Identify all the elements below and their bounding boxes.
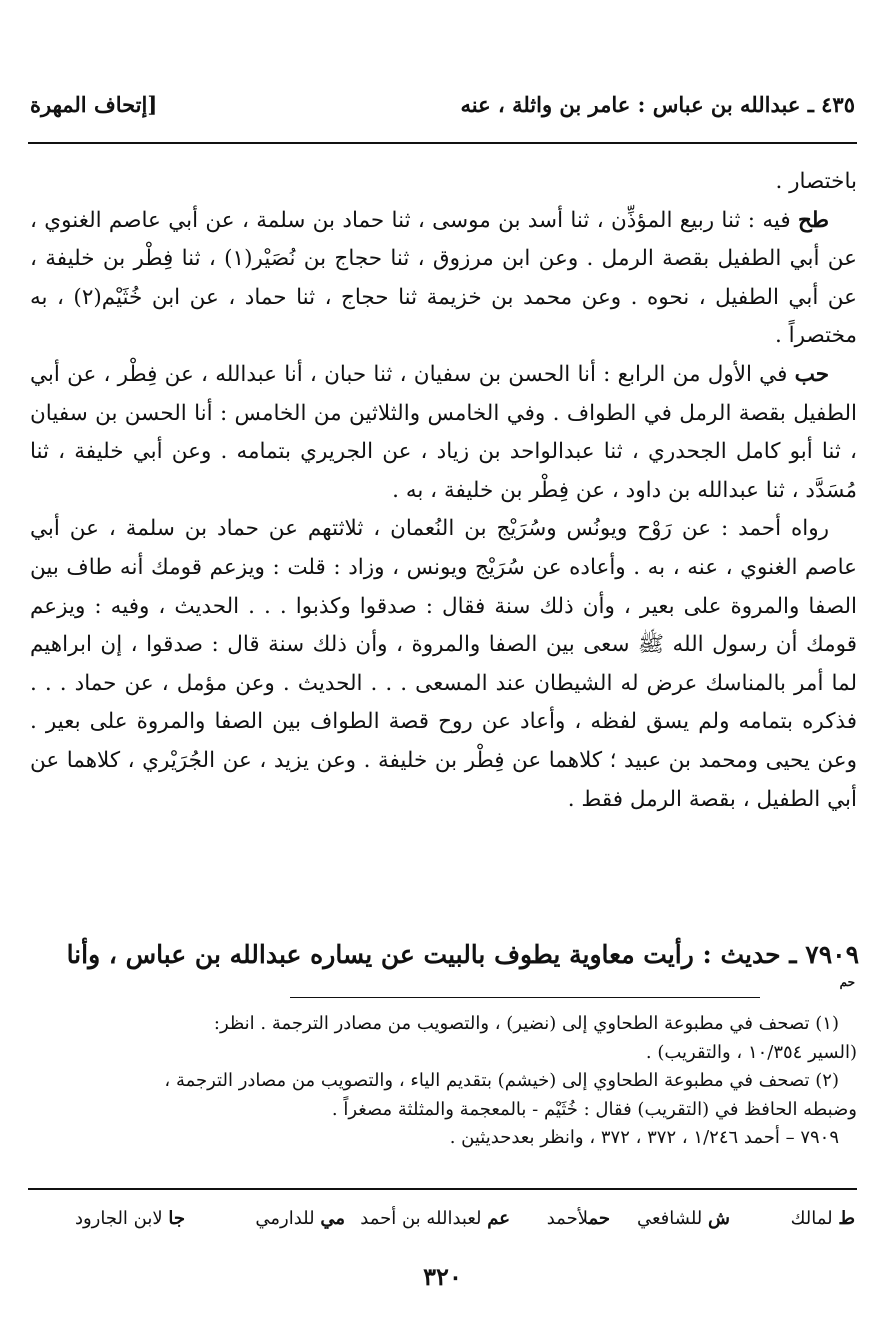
legend-label: لأحمد xyxy=(546,1208,589,1229)
page-number: ٣٢٠ xyxy=(423,1262,462,1291)
footnote-2-cont: وضبطه الحافظ في (التقريب) فقال : خُثَيْم - بالمعجمة والمثلثة مصغراً . xyxy=(331,1098,857,1120)
footnote-rule xyxy=(290,997,760,998)
running-header xyxy=(30,92,855,128)
legend-symbol: ش xyxy=(708,1208,730,1229)
legend-item xyxy=(547,1208,610,1229)
legend-label: للشافعي xyxy=(637,1208,703,1229)
legend-item xyxy=(791,1208,855,1229)
source-code-tah: طح xyxy=(798,207,829,233)
header-rule xyxy=(28,142,857,144)
legend-symbol: حم xyxy=(588,1208,610,1229)
text-line-continuation: باختصار . xyxy=(775,169,857,194)
source-code-hb: حب xyxy=(794,361,829,387)
footnote-1-cont: (السير ١٠/٣٥٤ ، والتقريب) . xyxy=(645,1041,857,1063)
footnotes xyxy=(30,1010,857,1153)
legend-symbol: ط xyxy=(838,1208,855,1229)
abbreviation-legend xyxy=(30,1208,855,1238)
legend-label: لابن الجارود xyxy=(74,1208,163,1229)
legend-symbol: جا xyxy=(168,1208,185,1229)
legend-label: للدارمي xyxy=(255,1208,315,1229)
legend-symbol: عم xyxy=(487,1208,510,1229)
legend-item xyxy=(360,1208,510,1229)
paragraph-tahawi-text: فيه : ثنا ربيع المؤذِّن ، ثنا أسد بن موسى ، ثنا حماد بن سلمة ، عن أبي عاصم الغنوي ، عن أبي الطفيل بقصة الرمل . وعن ابن مرزوق ، ثنا حجاج بن نُصَيْر(١) ، ثنا فِطْر بن خليفة ، عن أبي الطفيل ، نحوه . وعن محمد بن خزيمة ثنا حجاج ، ثنا حماد ، عن ابن خُثَيْم(٢) ، به مختصراً . xyxy=(30,207,857,349)
legend-item xyxy=(255,1208,345,1229)
paragraph-ibn-hibban-text: في الأول من الرابع : أنا الحسن بن سفيان ، ثنا حبان ، أنا عبدالله ، عن فِطْر ، عن أبي الطفيل بقصة الرمل في الطواف . وفي الخامس والثلاثين من الخامس : أنا الحسن بن سفيان ، ثنا أبو كامل الجحدري ، ثنا عبدالواحد بن زياد ، عن الجريري بتمامه . وعن أبي خليفة ، ثنا مُسَدَّد ، ثنا عبدالله بن داود ، عن فِطْر بن خليفة ، به . xyxy=(30,361,857,503)
legend-label: لمالك xyxy=(790,1208,833,1229)
footnote-2: (٢) تصحف في مطبوعة الطحاوي إلى (خيشم) بتقديم الياء ، والتصويب من مصادر الترجمة ، xyxy=(164,1070,839,1091)
legend-label: لعبدالله بن أحمد xyxy=(360,1208,482,1229)
legend-symbol: مي xyxy=(320,1208,345,1229)
header-book-title: [إتحاف المهرة xyxy=(30,92,158,117)
main-text xyxy=(30,163,857,819)
legend-item xyxy=(637,1208,730,1229)
legend-item xyxy=(75,1208,185,1229)
header-section-title: ٤٣٥ ـ عبدالله بن عباس : عامر بن واثلة ، عنه xyxy=(460,92,855,117)
footnote-1: (١) تصحف في مطبوعة الطحاوي إلى (نضير) ، والتصويب من مصادر الترجمة . انظر: xyxy=(213,1013,839,1034)
paragraph-tahawi xyxy=(30,202,857,356)
hadith-source-code: حم xyxy=(839,975,855,989)
legend-rule xyxy=(28,1188,857,1190)
footnote-3: ٧٩٠٩ – أحمد ١/٢٤٦ ، ٣٧٢ ، ٣٧٢ ، وانظر بعدحديثين . xyxy=(449,1127,839,1148)
paragraph-ibn-hibban xyxy=(30,356,857,510)
hadith-heading: ٧٩٠٩ ـ حديث : رأيت معاوية يطوف بالبيت عن يساره عبدالله بن عباس ، وأنا xyxy=(66,940,859,969)
paragraph-ahmad: رواه أحمد : عن رَوْح ويونُس وسُرَيْج بن النُعمان ، ثلاثتهم عن حماد بن سلمة ، عن أبي عاصم الغنوي ، عنه ، به . وأعاده عن سُرَيْج ويونس ، وزاد : قلت : ويزعم قومك أنه طاف بين الصفا والمروة على بعير ، وأن ذلك سنة فقال : صدقوا وكذبوا . . . الحديث ، وفيه : ويزعم قومك أن رسول الله ﷺ سعى بين الصفا والمروة ، وأن ذلك سنة قال : صدقوا ، إن ابراهيم لما أمر بالمناسك عرض له الشيطان عند المسعى . . . الحديث . وعن مؤمل ، عن حماد . . . فذكره بتمامه ولم يسق لفظه ، وأعاد عن روح قصة الطواف بين الصفا والمروة على بعير . وعن يحيى ومحمد بن عبيد ؛ كلاهما عن فِطْر بن خليفة . وعن يزيد ، عن الجُرَيْري ، كلاهما عن أبي الطفيل ، بقصة الرمل فقط . xyxy=(30,516,858,812)
